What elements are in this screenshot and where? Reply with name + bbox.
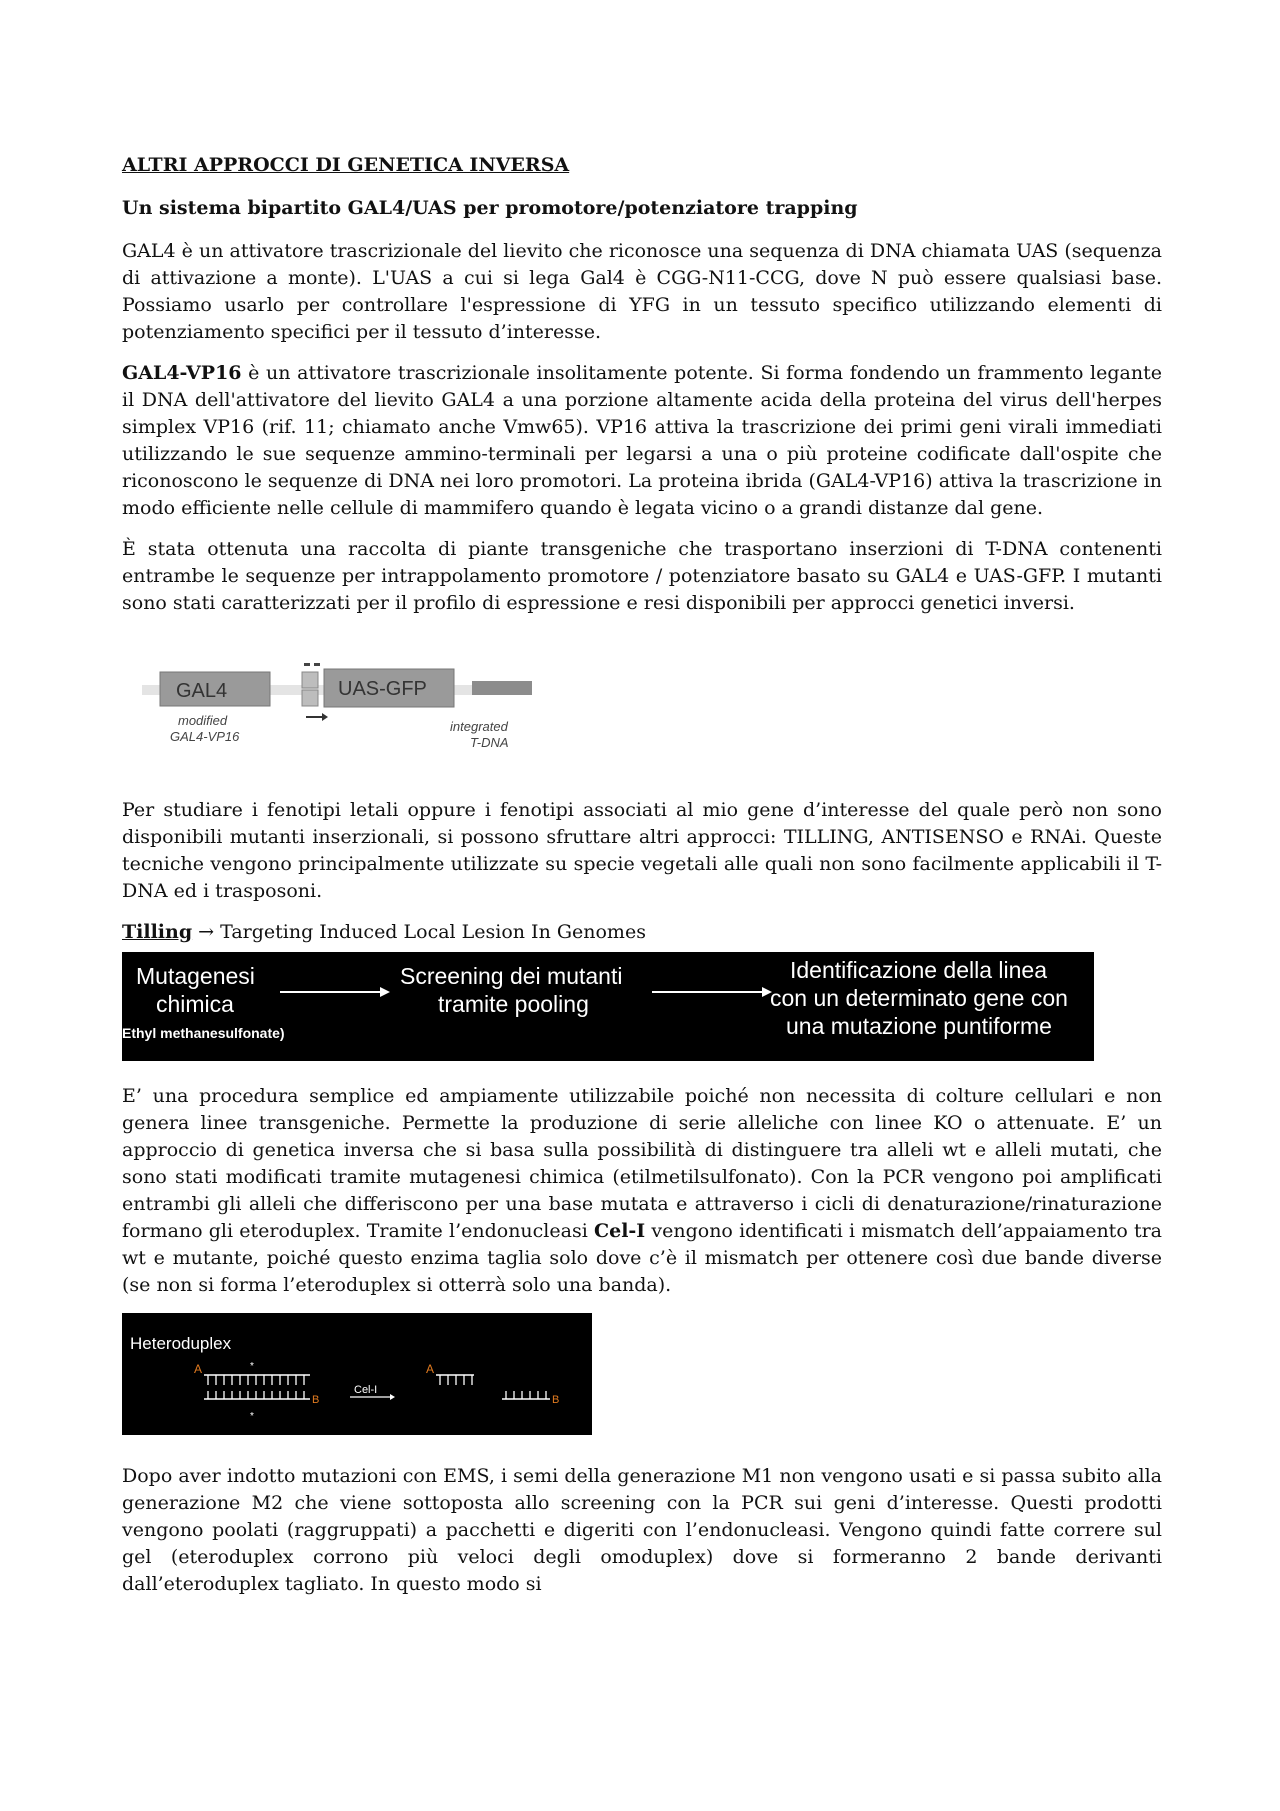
document-body [122, 152, 1162, 1612]
paragraph-tilling-text-b: vengono identificati i mismatch dell’appaiamento tra wt e mutante, poiché questo enzima taglia solo dove c’è il mismatch per ottenere così due bande diverse (se non si forma l’eteroduplex si otterrà solo una banda). [122, 1220, 1162, 1296]
paragraph-transgenic: È stata ottenuta una raccolta di piante transgeniche che trasportano inserzioni di T-DNA contenenti entrambe le sequenze per intrappolamento promotore / potenziatore basato su GAL4 e UAS-GFP. I mutanti sono stati caratterizzati per il profilo di espressione e resi disponibili per approcci genetici inversi. [122, 538, 1162, 614]
tilling-term: Tilling [122, 921, 193, 943]
paragraph-tilling-text-a: E’ una procedura semplice ed ampiamente utilizzabile poiché non necessita di colture cellulari e non genera linee transgeniche. Permette la produzione di serie alleliche con linee KO o attenuate. E’ un approccio di genetica inversa che si basa sulla possibilità di distinguere tra alleli wt e alleli mutati, che sono stati modificati tramite mutagenesi chimica (etilmetilsulfonato). Con la PCR vengono poi amplificati entrambi gli alleli che differiscono per una base mutata e attraverso i cicli di denaturazione/rinaturazione formano gli eteroduplex. Tramite l’endonucleasi [122, 1085, 1162, 1242]
uas-tick-2 [314, 663, 320, 666]
uas-tick-1 [304, 663, 310, 666]
construct-diagram [142, 655, 562, 765]
step3-line2: con un determinato gene con [770, 985, 1068, 1011]
section-subtitle: Un sistema bipartito GAL4/UAS per promotore/potenziatore trapping [122, 197, 858, 219]
arrow-1-head [380, 987, 390, 997]
mismatch-marker-top: * [250, 1361, 254, 1372]
modified-label: modified [178, 713, 228, 728]
gal4-box-label: GAL4 [176, 680, 228, 702]
promoter-arrow-head [322, 713, 328, 721]
fragment-b-bases [506, 1391, 546, 1399]
step1-note: Ethyl methanesulfonate) [122, 1025, 285, 1041]
paragraph-gal4-vp16-text: è un attivatore trascrizionale insolitamente potente. Si forma fondendo un frammento legante il DNA dell'attivatore del lievito GAL4 a una porzione altamente acida della proteina del virus dell'herpes simplex VP16 (rif. 11; chiamato anche Vmw65). VP16 attiva la trascrizione dei primi geni virali immediati utilizzando le sue sequenze ammino-terminali per legarsi a una o più proteine codificate dall'ospite che riconoscono le sequenze di DNA nei loro promotori. La proteina ibrida (GAL4-VP16) attiva la trascrizione in modo efficiente nelle cellule di mammifero quando è legata vicino o a grandi distanze dal gene. [122, 362, 1162, 519]
paragraph-ems-screening: Dopo aver indotto mutazioni con EMS, i semi della generazione M1 non vengono usati e si passa subito alla generazione M2 che viene sottoposta allo screening con la PCR sui geni d’interesse. Questi prodotti vengono poolati (raggruppati) a pacchetti e digeriti con l’endonucleasi. Vengono quindi fatte correre sul gel (eteroduplex corrono più veloci degli omoduplex) dove si formeranno 2 bande derivanti dall’eteroduplex tagliato. In questo modo si [122, 1465, 1162, 1595]
section-title: ALTRI APPROCCI DI GENETICA INVERSA [122, 154, 570, 176]
workflow-diagram [122, 952, 1094, 1061]
step3-line1: Identificazione della linea [790, 957, 1048, 983]
fragment-a-label: A [426, 1362, 435, 1376]
step1-line2: chimica [156, 991, 234, 1017]
strand-b-label: B [312, 1394, 320, 1406]
paragraph-tilling-procedure [122, 1083, 1162, 1299]
term-gal4-vp16: GAL4-VP16 [122, 362, 242, 384]
cel-i-arrow-head [390, 1394, 395, 1400]
tdna-end-bar [472, 681, 532, 695]
term-cel-i: Cel-I [593, 1220, 646, 1242]
gal4-vp16-label: GAL4-VP16 [170, 729, 240, 744]
step3-line3: una mutazione puntiforme [786, 1013, 1052, 1039]
figure-tilling-workflow [122, 952, 1094, 1061]
uas-gfp-box-label: UAS-GFP [338, 678, 427, 700]
mismatch-marker-bottom: * [250, 1411, 254, 1422]
step1-line1: Mutagenesi [136, 963, 255, 989]
tilling-definition [122, 919, 1162, 946]
top-strand-bases [208, 1375, 304, 1385]
fragment-a-bases [440, 1375, 472, 1385]
paragraph-gal4: GAL4 è un attivatore trascrizionale del lievito che riconosce una sequenza di DNA chiamata UAS (sequenza di attivazione a monte). L'UAS a cui si lega Gal4 è CGG-N11-CCG, dove N può essere qualsiasi base. Possiamo usarlo per controllare l'espressione di YFG in un tessuto specifico utilizzando elementi di potenziamento specifici per il tessuto d’interesse. [122, 240, 1162, 343]
integrated-label: integrated [450, 719, 508, 734]
figure-gal4-uas-construct [142, 655, 562, 765]
cel-i-label: Cel-I [354, 1384, 378, 1396]
figure-heteroduplex [122, 1313, 592, 1435]
heteroduplex-title: Heteroduplex [130, 1334, 232, 1353]
arrow-icon: → [198, 921, 215, 943]
heteroduplex-diagram [122, 1313, 592, 1435]
step2-line1: Screening dei mutanti [400, 963, 623, 989]
bottom-strand-bases [208, 1391, 304, 1399]
tdna-label: T-DNA [470, 735, 509, 750]
fragment-b-label: B [552, 1394, 560, 1406]
paragraph-lethal-phenotypes: Per studiare i fenotipi letali oppure i fenotipi associati al mio gene d’interesse del quale però non sono disponibili mutanti inserzionali, si possono sfruttare altri approcci: TILLING, ANTISENSO e RNAi. Queste tecniche vengono principalmente utilizzate su specie vegetali alle quali non sono facilmente applicabili il T-DNA ed i trasposoni. [122, 799, 1162, 902]
strand-a-label: A [194, 1362, 203, 1376]
uas-element-bottom [302, 690, 318, 706]
step2-line2: tramite pooling [438, 991, 589, 1017]
paragraph-gal4-vp16 [122, 360, 1162, 522]
uas-element-top [302, 672, 318, 688]
tilling-expansion: Targeting Induced Local Lesion In Genomes [214, 921, 646, 943]
